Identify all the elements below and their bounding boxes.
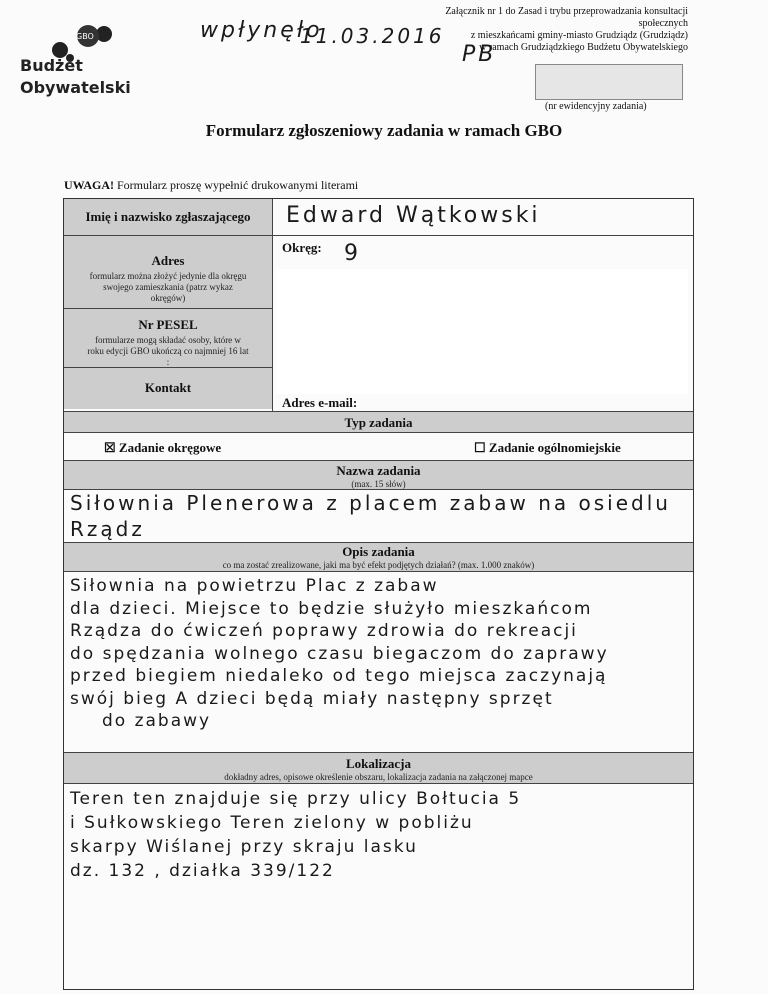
loc-text[interactable]	[70, 787, 690, 883]
attachment-line: z mieszkańcami gminy-miasto Grudziądz (Grudziądz)	[470, 30, 688, 41]
email-label: Adres e-mail:	[282, 395, 358, 410]
notice	[64, 178, 358, 193]
notice-bold: UWAGA!	[64, 178, 114, 192]
divider	[64, 489, 693, 490]
attachment-line: w ramach Grudziądzkiego Budżetu Obywatelskiego	[479, 42, 688, 53]
attachment-header	[420, 6, 688, 54]
divider	[64, 752, 693, 753]
received-date: 11.03.2016	[300, 24, 445, 48]
task-district-label: Zadanie okręgowe	[118, 440, 222, 455]
task-name-limit: (max. 15 słów)	[351, 479, 406, 489]
loc-label: Lokalizacja	[346, 756, 411, 771]
divider	[64, 571, 693, 572]
divider	[64, 460, 693, 461]
desc-line: dla dzieci. Miejsce to będzie służyło mieszkańcom	[70, 598, 593, 619]
divider	[64, 367, 272, 368]
evidence-number-label: (nr ewidencyjny zadania)	[545, 101, 647, 112]
gbo-logo	[18, 22, 208, 102]
redacted-area	[276, 269, 688, 394]
task-name-line[interactable]: Rządz	[70, 517, 145, 541]
logo-line1: Budżet	[20, 56, 83, 75]
applicant-name-value[interactable]: Edward Wątkowski	[286, 203, 541, 228]
received-stamp: wpłynęło	[200, 18, 323, 43]
desc-line: do spędzania wolnego czasu biegaczom do zaprawy	[70, 643, 609, 664]
task-name-line[interactable]: Siłownia Plenerowa z placem zabaw na osiedlu	[70, 491, 671, 515]
desc-line: Siłownia na powietrzu Plac z zabaw	[70, 576, 439, 596]
task-type-district-option[interactable]	[104, 440, 221, 456]
task-type-label: Typ zadania	[344, 415, 413, 430]
unchecked-box-icon[interactable]: ☐	[474, 440, 486, 455]
task-type-header	[64, 412, 693, 432]
divider	[64, 235, 693, 236]
task-name-header	[64, 461, 693, 489]
divider	[64, 411, 693, 412]
loc-line: skarpy Wiślanej przy skraju lasku	[70, 837, 418, 857]
desc-label: Opis zadania	[342, 544, 415, 559]
desc-header	[64, 543, 693, 571]
applicant-label-cell	[64, 199, 272, 235]
loc-line: dz. 132 , działka 339/122	[70, 861, 335, 881]
pesel-note: formularze mogą składać osoby, które w roku edycji GBO ukończą co najmniej 16 lat :	[87, 335, 249, 367]
form-table	[63, 198, 694, 990]
desc-line: swój bieg A dzieci będą miały następny sprzęt	[70, 688, 554, 709]
desc-line: Rządza do ćwiczeń poprawy zdrowia do rekreacji	[70, 621, 578, 641]
form-title: Formularz zgłoszeniowy zadania w ramach GBO	[205, 121, 563, 140]
logo-bubble-text: GBO	[76, 32, 94, 41]
desc-line: do zabawy	[102, 711, 212, 731]
pesel-label: Nr PESEL	[138, 317, 198, 332]
divider	[64, 542, 693, 543]
district-value[interactable]: 9	[344, 241, 361, 266]
received-initials: PB	[462, 42, 497, 67]
desc-text[interactable]	[70, 575, 690, 733]
address-label: Adres	[151, 253, 185, 268]
desc-note: co ma zostać zrealizowane, jaki ma być efekt podjętych działań? (max. 1.000 znaków)	[222, 560, 535, 570]
desc-line: przed biegiem niedaleko od tego miejsca zaczynają	[70, 666, 608, 686]
contact-label-cell	[64, 368, 272, 409]
pesel-label-cell	[64, 309, 272, 367]
evidence-number-box	[535, 64, 683, 100]
task-name-label: Nazwa zadania	[336, 463, 421, 478]
loc-note: dokładny adres, opisowe określenie obszaru, lokalizacja zadania na załączonej mapce	[224, 772, 533, 782]
attachment-line: Załącznik nr 1 do Zasad i trybu przeprowadzania konsultacji społecznych	[445, 6, 688, 29]
task-city-label: Zadanie ogólnomiejskie	[488, 440, 621, 455]
loc-line: i Sułkowskiego Teren zielony w pobliżu	[70, 813, 474, 833]
checked-box-icon[interactable]: ☒	[104, 440, 116, 455]
notice-text: Formularz proszę wypełnić drukowanymi literami	[117, 178, 359, 192]
divider	[64, 783, 693, 784]
loc-line: Teren ten znajduje się przy ulicy Bołtucia 5	[70, 789, 522, 809]
divider	[272, 199, 273, 412]
district-label: Okręg:	[282, 240, 322, 255]
task-type-city-option[interactable]	[474, 440, 621, 456]
address-label-cell	[64, 236, 272, 308]
address-note: formularz można złożyć jedynie dla okręgu swojego zamieszkania (patrz wykaz okręgów)	[89, 271, 247, 303]
logo-line2: Obywatelski	[20, 78, 131, 97]
contact-label: Kontakt	[144, 380, 192, 395]
divider	[64, 432, 693, 433]
loc-header	[64, 753, 693, 783]
divider	[64, 308, 272, 309]
applicant-label: Imię i nazwisko zgłaszającego	[85, 209, 251, 224]
